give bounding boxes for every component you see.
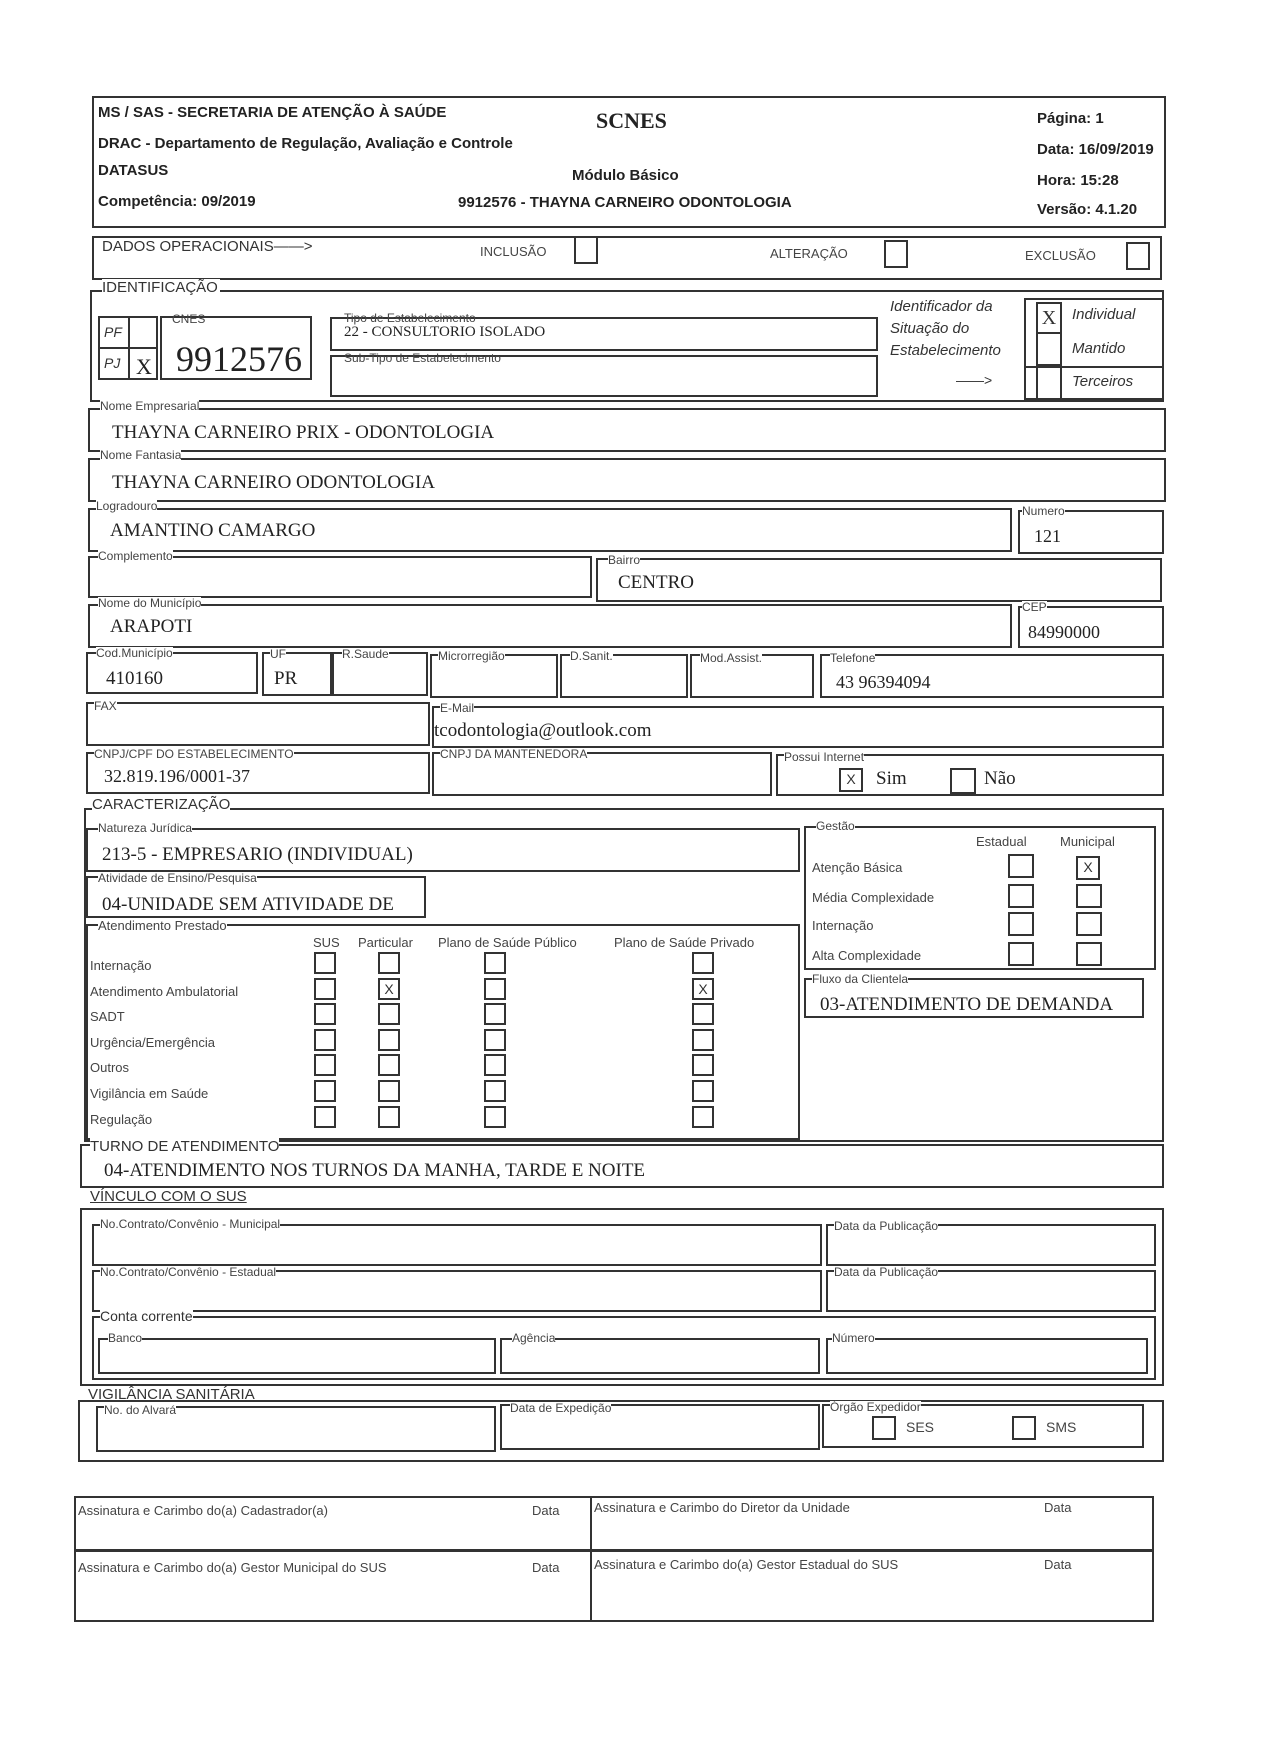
gestao-row-label: Média Complexidade: [812, 890, 935, 905]
ambulatorial-particular-checkbox[interactable]: X: [378, 978, 400, 1000]
sig-cadastrador-label: Assinatura e Carimbo do(a) Cadastrador(a): [78, 1503, 328, 1518]
contrato-estadual-label: No.Contrato/Convênio - Estadual: [100, 1265, 277, 1279]
cod-municipio-value: 410160: [106, 668, 163, 689]
row-label: Internação: [90, 958, 152, 973]
terceiros-label: Terceiros: [1072, 373, 1134, 390]
ses-label: SES: [906, 1419, 935, 1435]
inclusao-checkbox[interactable]: [574, 236, 598, 264]
atendimento-label: Atendimento Prestado: [98, 918, 227, 933]
natureza-label: Natureza Jurídica: [98, 821, 193, 835]
divider: [128, 316, 130, 380]
internacao-publico-checkbox[interactable]: [484, 952, 506, 974]
cep-value: 84990000: [1028, 622, 1100, 642]
atencao-basica-municipal-checkbox[interactable]: X: [1076, 856, 1100, 880]
internacao-municipal-checkbox[interactable]: [1076, 912, 1102, 936]
vigilancia-sus-checkbox[interactable]: [314, 1080, 336, 1102]
competencia: Competência: 09/2019: [98, 193, 256, 210]
conta-corrente-label: Conta corrente: [100, 1308, 193, 1324]
mantido-label: Mantido: [1072, 340, 1126, 357]
contrato-municipal-label: No.Contrato/Convênio - Municipal: [100, 1217, 281, 1231]
gestao-row-label: Alta Complexidade: [812, 948, 922, 963]
agencia-label: Agência: [512, 1331, 556, 1345]
divider: [590, 1496, 592, 1622]
vigilancia-privado-checkbox[interactable]: [692, 1080, 714, 1102]
pf-checkbox[interactable]: [134, 320, 156, 344]
alteracao-checkbox[interactable]: [884, 240, 908, 268]
email-value: tcodontologia@outlook.com: [434, 720, 652, 741]
vigilancia-title: VIGILÂNCIA SANITÁRIA: [88, 1386, 255, 1403]
exclusao-label: EXCLUSÃO: [1025, 248, 1096, 263]
sadt-publico-checkbox[interactable]: [484, 1003, 506, 1025]
vigilancia-publico-checkbox[interactable]: [484, 1080, 506, 1102]
pf-label: PF: [104, 324, 122, 340]
internacao-particular-checkbox[interactable]: [378, 952, 400, 974]
col-plano-publico: Plano de Saúde Público: [438, 935, 577, 950]
data-publicacao-label: Data da Publicação: [834, 1219, 939, 1233]
individual-checkbox[interactable]: X: [1036, 302, 1062, 334]
vigilancia-particular-checkbox[interactable]: [378, 1080, 400, 1102]
alta-municipal-checkbox[interactable]: [1076, 942, 1102, 966]
report-time: Hora: 15:28: [1037, 172, 1119, 189]
subtipo-label: Sub-Tipo de Estabelecimento: [344, 351, 501, 365]
pj-checkbox[interactable]: X: [136, 354, 152, 379]
situacao-label-3: Estabelecimento: [890, 342, 1001, 359]
sms-checkbox[interactable]: [1012, 1416, 1036, 1440]
dsanit-label: D.Sanit.: [570, 649, 613, 663]
sms-label: SMS: [1046, 1419, 1077, 1435]
divider: [74, 1549, 1154, 1552]
sig-gestor-municipal-label: Assinatura e Carimbo do(a) Gestor Municipal do SUS: [78, 1560, 387, 1575]
report-date: Data: 16/09/2019: [1037, 141, 1154, 158]
sig-data-label: Data: [532, 1560, 560, 1575]
modassist-label: Mod.Assist.: [700, 651, 763, 665]
urgencia-privado-checkbox[interactable]: [692, 1029, 714, 1051]
col-estadual: Estadual: [976, 834, 1027, 849]
internacao-estadual-checkbox[interactable]: [1008, 912, 1034, 936]
situacao-label-1: Identificador da: [890, 298, 993, 315]
sig-diretor-label: Assinatura e Carimbo do Diretor da Unidade: [594, 1500, 850, 1515]
sig-gestor-estadual-label: Assinatura e Carimbo do(a) Gestor Estadual do SUS: [594, 1557, 899, 1572]
mantido-checkbox[interactable]: [1036, 332, 1062, 366]
numero-conta-label: Número: [832, 1331, 875, 1345]
col-municipal: Municipal: [1060, 834, 1115, 849]
system-title: SCNES: [596, 108, 667, 133]
natureza-value: 213-5 - EMPRESARIO (INDIVIDUAL): [102, 844, 413, 865]
sadt-sus-checkbox[interactable]: [314, 1003, 336, 1025]
exclusao-checkbox[interactable]: [1126, 242, 1150, 270]
org-line-3: DATASUS: [98, 162, 169, 179]
arrow-icon: ——>: [273, 238, 313, 255]
nome-fantasia-label: Nome Fantasia: [100, 448, 182, 462]
data-publicacao-label: Data da Publicação: [834, 1265, 939, 1279]
internacao-sus-checkbox[interactable]: [314, 952, 336, 974]
outros-particular-checkbox[interactable]: [378, 1054, 400, 1076]
org-line-2: DRAC - Departamento de Regulação, Avaliação e Controle: [98, 135, 513, 152]
alteracao-label: ALTERAÇÃO: [770, 246, 848, 261]
fluxo-value: 03-ATENDIMENTO DE DEMANDA: [820, 994, 1114, 1015]
arrow-icon: ——>: [956, 372, 993, 388]
establishment-title: 9912576 - THAYNA CARNEIRO ODONTOLOGIA: [458, 194, 792, 211]
situacao-label-2: Situação do: [890, 320, 970, 337]
logradouro-label: Logradouro: [96, 499, 158, 513]
cnes-value: 9912576: [176, 339, 302, 379]
internet-nao-label: Não: [984, 768, 1016, 789]
org-line-1: MS / SAS - SECRETARIA DE ATENÇÃO À SAÚDE: [98, 104, 447, 121]
caracterizacao-title: CARACTERIZAÇÃO: [92, 796, 231, 813]
logradouro-value: AMANTINO CAMARGO: [110, 520, 316, 541]
row-label: Urgência/Emergência: [90, 1035, 216, 1050]
municipio-label: Nome do Município: [98, 596, 202, 610]
regulacao-privado-checkbox[interactable]: [692, 1106, 714, 1128]
cnpj-mantenedora-label: CNPJ DA MANTENEDORA: [440, 747, 588, 761]
ensino-label: Atividade de Ensino/Pesquisa: [98, 871, 257, 885]
individual-label: Individual: [1072, 306, 1136, 323]
email-label: E-Mail: [440, 701, 475, 715]
bairro-label: Bairro: [608, 553, 641, 567]
nome-empresarial-value: THAYNA CARNEIRO PRIX - ODONTOLOGIA: [112, 422, 495, 443]
outros-sus-checkbox[interactable]: [314, 1054, 336, 1076]
rsaude-label: R.Saude: [342, 647, 389, 661]
gestao-label: Gestão: [816, 819, 855, 833]
microrregiao-label: Microrregião: [438, 649, 505, 663]
complemento-label: Complemento: [98, 549, 173, 563]
cnes-label: CNES: [172, 312, 206, 326]
alta-estadual-checkbox[interactable]: [1008, 942, 1034, 966]
uf-value: PR: [274, 668, 298, 689]
ambulatorial-privado-checkbox[interactable]: X: [692, 978, 714, 1000]
turno-value: 04-ATENDIMENTO NOS TURNOS DA MANHA, TARDE E NOITE: [104, 1160, 646, 1181]
telefone-value: 43 96394094: [836, 672, 931, 692]
regulacao-particular-checkbox[interactable]: [378, 1106, 400, 1128]
internet-label: Possui Internet: [784, 750, 865, 764]
sadt-privado-checkbox[interactable]: [692, 1003, 714, 1025]
identificacao-title: IDENTIFICAÇÃO: [102, 279, 218, 296]
ses-checkbox[interactable]: [872, 1416, 896, 1440]
internet-sim-label: Sim: [876, 768, 907, 789]
outros-privado-checkbox[interactable]: [692, 1054, 714, 1076]
municipio-value: ARAPOTI: [110, 616, 193, 637]
operational-label-text: DADOS OPERACIONAIS: [102, 238, 274, 255]
nome-empresarial-label: Nome Empresarial: [100, 399, 200, 413]
uf-label: UF: [270, 647, 286, 661]
ambulatorial-sus-checkbox[interactable]: [314, 978, 336, 1000]
row-label: Atendimento Ambulatorial: [90, 984, 239, 999]
municipio-field: [88, 604, 1012, 648]
telefone-label: Telefone: [830, 651, 876, 665]
cnpj-value: 32.819.196/0001-37: [104, 766, 250, 786]
numero-value: 121: [1034, 526, 1061, 546]
internet-sim-checkbox[interactable]: X: [839, 768, 863, 792]
numero-label: Numero: [1022, 504, 1065, 518]
vinculo-title: VÍNCULO COM O SUS: [90, 1188, 247, 1205]
fax-field: [86, 699, 430, 746]
row-label: SADT: [90, 1009, 125, 1024]
fluxo-label: Fluxo da Clientela: [812, 972, 909, 986]
media-municipal-checkbox[interactable]: [1076, 884, 1102, 908]
turno-title: TURNO DE ATENDIMENTO: [90, 1138, 280, 1155]
internet-nao-checkbox[interactable]: [950, 768, 976, 794]
ambulatorial-publico-checkbox[interactable]: [484, 978, 506, 1000]
sig-data-label: Data: [1044, 1557, 1072, 1572]
report-version: Versão: 4.1.20: [1037, 201, 1138, 218]
media-estadual-checkbox[interactable]: [1008, 884, 1034, 908]
module-name: Módulo Básico: [572, 167, 679, 184]
operational-label: [102, 238, 312, 255]
tipo-label: Tipo de Estabelecimento: [344, 311, 476, 325]
fax-label: FAX: [94, 699, 117, 713]
urgencia-publico-checkbox[interactable]: [484, 1029, 506, 1051]
gestao-row-label: Internação: [812, 918, 874, 933]
sadt-particular-checkbox[interactable]: [378, 1003, 400, 1025]
regulacao-publico-checkbox[interactable]: [484, 1106, 506, 1128]
sig-data-label: Data: [1044, 1500, 1072, 1515]
sig-data-label: Data: [532, 1503, 560, 1518]
row-label: Vigilância em Saúde: [90, 1086, 209, 1101]
urgencia-particular-checkbox[interactable]: [378, 1029, 400, 1051]
tipo-value: 22 - CONSULTORIO ISOLADO: [344, 324, 546, 340]
atencao-basica-estadual-checkbox[interactable]: [1008, 854, 1034, 878]
pj-label: PJ: [104, 355, 121, 371]
page-number: Página: 1: [1037, 110, 1104, 127]
bairro-value: CENTRO: [618, 572, 694, 593]
banco-label: Banco: [108, 1331, 143, 1345]
cod-municipio-label: Cod.Município: [96, 646, 173, 660]
gestao-row-label: Atenção Básica: [812, 860, 903, 875]
banco-field: [98, 1338, 496, 1374]
cnpj-label: CNPJ/CPF DO ESTABELECIMENTO: [94, 747, 294, 761]
expedicao-label: Data de Expedição: [510, 1401, 612, 1415]
col-sus: SUS: [313, 935, 340, 950]
row-label: Outros: [90, 1060, 130, 1075]
alvara-label: No. do Alvará: [104, 1403, 177, 1417]
inclusao-label: INCLUSÃO: [480, 244, 547, 259]
orgao-label: Órgão Expedidor: [830, 1400, 921, 1414]
col-plano-privado: Plano de Saúde Privado: [614, 935, 755, 950]
regulacao-sus-checkbox[interactable]: [314, 1106, 336, 1128]
outros-publico-checkbox[interactable]: [484, 1054, 506, 1076]
cep-label: CEP: [1022, 600, 1047, 614]
col-particular: Particular: [358, 935, 413, 950]
ensino-value: 04-UNIDADE SEM ATIVIDADE DE: [102, 894, 394, 915]
terceiros-checkbox[interactable]: [1036, 366, 1062, 400]
internacao-privado-checkbox[interactable]: [692, 952, 714, 974]
nome-fantasia-value: THAYNA CARNEIRO ODONTOLOGIA: [112, 472, 435, 493]
urgencia-sus-checkbox[interactable]: [314, 1029, 336, 1051]
row-label: Regulação: [90, 1112, 153, 1127]
